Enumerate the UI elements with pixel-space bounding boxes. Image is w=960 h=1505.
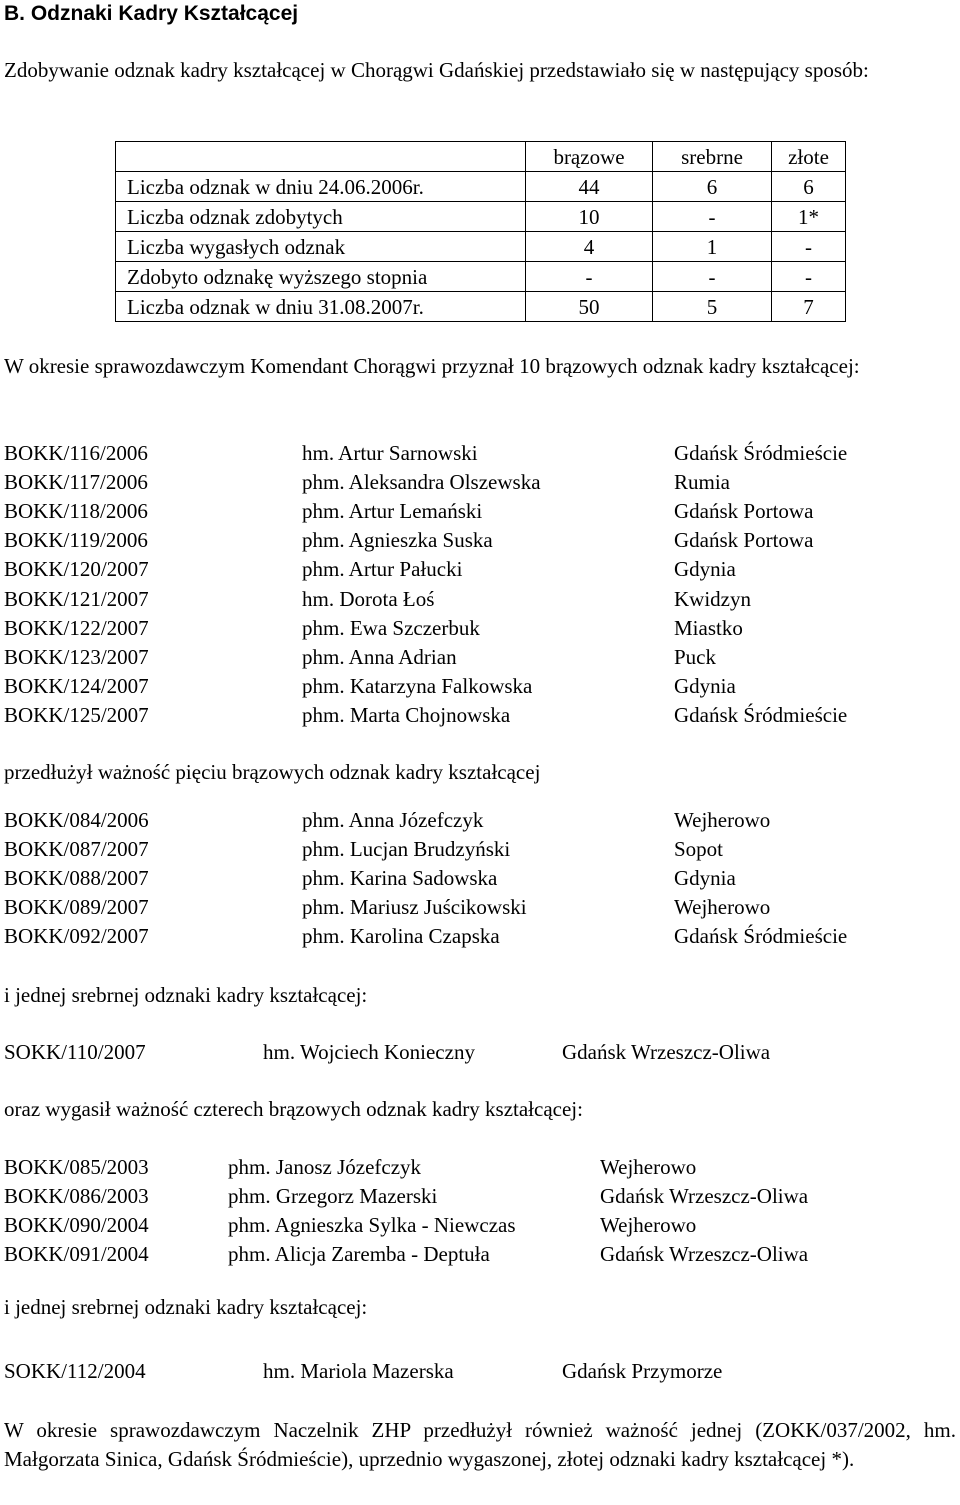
person-name: phm. Aleksandra Olszewska bbox=[302, 470, 541, 495]
section2-text: przedłużył ważność pięciu brązowych odznak kadry kształcącej bbox=[4, 760, 541, 784]
section-heading: B. Odznaki Kadry Kształcącej bbox=[4, 2, 299, 25]
unit-name: Gdańsk Śródmieście bbox=[674, 702, 848, 727]
badge-stats-table bbox=[115, 141, 846, 322]
badge-code: BOKK/089/2007 bbox=[4, 895, 149, 920]
table-cell: - bbox=[653, 202, 772, 232]
table-cell: 7 bbox=[772, 292, 846, 322]
table-row bbox=[116, 232, 846, 262]
table-cell: 1* bbox=[772, 202, 846, 232]
table-header-cell: srebrne bbox=[653, 142, 772, 172]
person-name: hm. Dorota Łoś bbox=[302, 586, 435, 611]
badge-code: BOKK/125/2007 bbox=[4, 702, 149, 727]
person-name: phm. Grzegorz Mazerski bbox=[228, 1184, 438, 1209]
table-cell: Liczba odznak w dniu 24.06.2006r. bbox=[116, 172, 526, 202]
section1-text: W okresie sprawozdawczym Komendant Chorągwi przyznał 10 brązowych odznak kadry kształcącej: bbox=[4, 354, 860, 378]
section5-text: i jednej srebrnej odznaki kadry kształcącej: bbox=[4, 1295, 368, 1319]
badge-code: BOKK/123/2007 bbox=[4, 644, 149, 669]
person-name: phm. Lucjan Brudzyński bbox=[302, 837, 511, 862]
badge-code: BOKK/086/2003 bbox=[4, 1184, 149, 1209]
person-name: hm. Mariola Mazerska bbox=[263, 1359, 454, 1383]
badge-code: BOKK/091/2004 bbox=[4, 1242, 149, 1267]
badge-code: BOKK/122/2007 bbox=[4, 615, 149, 640]
closing-paragraph: W okresie sprawozdawczym Naczelnik ZHP przedłużył również ważność jednej (ZOKK/037/2002, hm. Małgorzata Sinica, Gdańsk Śródmieście), uprzednio wygaszonej, złotej odznaki kadry kształcącej *). bbox=[4, 1418, 956, 1471]
table-cell: - bbox=[772, 262, 846, 292]
table-cell: 44 bbox=[526, 172, 653, 202]
intro-paragraph: Zdobywanie odznak kadry kształcącej w Chorągwi Gdańskiej przedstawiało się w następujący sposób: bbox=[4, 58, 869, 82]
unit-name: Gdańsk Wrzeszcz-Oliwa bbox=[562, 1040, 771, 1064]
unit-name: Gdańsk Portowa bbox=[674, 528, 814, 553]
unit-name: Miastko bbox=[674, 615, 743, 640]
table-cell: 6 bbox=[772, 172, 846, 202]
table-row bbox=[116, 262, 846, 292]
table-cell: Liczba odznak zdobytych bbox=[116, 202, 526, 232]
person-name: phm. Artur Pałucki bbox=[302, 557, 463, 582]
badge-code: BOKK/117/2006 bbox=[4, 470, 148, 495]
unit-name: Gdynia bbox=[674, 673, 736, 698]
person-name: phm. Mariusz Juścikowski bbox=[302, 895, 527, 920]
unit-name: Gdańsk Śródmieście bbox=[674, 441, 848, 465]
table-cell: 50 bbox=[526, 292, 653, 322]
section4-text: oraz wygasił ważność czterech brązowych odznak kadry kształcącej: bbox=[4, 1097, 583, 1121]
unit-name: Gdańsk Przymorze bbox=[562, 1359, 723, 1383]
badge-code: BOKK/119/2006 bbox=[4, 528, 148, 553]
table-header-cell bbox=[116, 142, 526, 172]
unit-name: Gdańsk Wrzeszcz-Oliwa bbox=[600, 1184, 809, 1209]
unit-name: Puck bbox=[674, 644, 716, 669]
person-name: phm. Artur Lemański bbox=[302, 499, 483, 524]
table-header-cell: brązowe bbox=[526, 142, 653, 172]
badge-code: BOKK/087/2007 bbox=[4, 837, 149, 862]
badge-code: SOKK/112/2004 bbox=[4, 1359, 146, 1383]
person-name: phm. Janosz Józefczyk bbox=[228, 1155, 422, 1179]
person-name: phm. Agnieszka Sylka - Niewczas bbox=[228, 1213, 516, 1238]
person-name: phm. Ewa Szczerbuk bbox=[302, 615, 480, 640]
table-cell: Liczba odznak w dniu 31.08.2007r. bbox=[116, 292, 526, 322]
unit-name: Gdynia bbox=[674, 866, 736, 891]
unit-name: Wejherowo bbox=[674, 808, 771, 832]
person-name: phm. Anna Józefczyk bbox=[302, 808, 484, 832]
badge-code: BOKK/092/2007 bbox=[4, 924, 149, 949]
table-cell: Zdobyto odznakę wyższego stopnia bbox=[116, 262, 526, 292]
table-cell: - bbox=[653, 262, 772, 292]
badge-code: SOKK/110/2007 bbox=[4, 1040, 146, 1064]
table-cell: 5 bbox=[653, 292, 772, 322]
unit-name: Gdańsk Portowa bbox=[674, 499, 814, 524]
table-row bbox=[116, 202, 846, 232]
table-cell: Liczba wygasłych odznak bbox=[116, 232, 526, 262]
table-header-cell: złote bbox=[772, 142, 846, 172]
person-name: phm. Karolina Czapska bbox=[302, 924, 500, 949]
person-name: phm. Agnieszka Suska bbox=[302, 528, 493, 553]
unit-name: Gdańsk Śródmieście bbox=[674, 924, 848, 949]
badge-code: BOKK/121/2007 bbox=[4, 586, 149, 611]
table-cell: 6 bbox=[653, 172, 772, 202]
unit-name: Rumia bbox=[674, 470, 730, 495]
badge-code: BOKK/084/2006 bbox=[4, 808, 149, 832]
unit-name: Kwidzyn bbox=[674, 586, 751, 611]
badge-code: BOKK/118/2006 bbox=[4, 499, 148, 524]
person-name: phm. Marta Chojnowska bbox=[302, 702, 511, 727]
person-name: phm. Anna Adrian bbox=[302, 644, 457, 669]
unit-name: Sopot bbox=[674, 837, 724, 862]
badge-code: BOKK/116/2006 bbox=[4, 441, 148, 465]
badge-code: BOKK/085/2003 bbox=[4, 1155, 149, 1179]
table-row bbox=[116, 292, 846, 322]
table-cell: 4 bbox=[526, 232, 653, 262]
section3-text: i jednej srebrnej odznaki kadry kształcącej: bbox=[4, 983, 368, 1007]
unit-name: Wejherowo bbox=[674, 895, 771, 920]
table-cell: 1 bbox=[653, 232, 772, 262]
person-name: phm. Karina Sadowska bbox=[302, 866, 498, 891]
table-header-row bbox=[116, 142, 846, 172]
badge-code: BOKK/090/2004 bbox=[4, 1213, 149, 1238]
unit-name: Gdańsk Wrzeszcz-Oliwa bbox=[600, 1242, 809, 1267]
unit-name: Wejherowo bbox=[600, 1155, 697, 1179]
table-cell: - bbox=[526, 262, 653, 292]
table-cell: - bbox=[772, 232, 846, 262]
person-name: phm. Alicja Zaremba - Deptuła bbox=[228, 1242, 490, 1267]
person-name: hm. Wojciech Konieczny bbox=[263, 1040, 475, 1064]
badge-code: BOKK/088/2007 bbox=[4, 866, 149, 891]
badge-code: BOKK/124/2007 bbox=[4, 673, 149, 698]
table-row bbox=[116, 172, 846, 202]
table-cell: 10 bbox=[526, 202, 653, 232]
person-name: phm. Katarzyna Falkowska bbox=[302, 673, 533, 698]
unit-name: Gdynia bbox=[674, 557, 736, 582]
badge-code: BOKK/120/2007 bbox=[4, 557, 149, 582]
person-name: hm. Artur Sarnowski bbox=[302, 441, 478, 465]
unit-name: Wejherowo bbox=[600, 1213, 697, 1238]
